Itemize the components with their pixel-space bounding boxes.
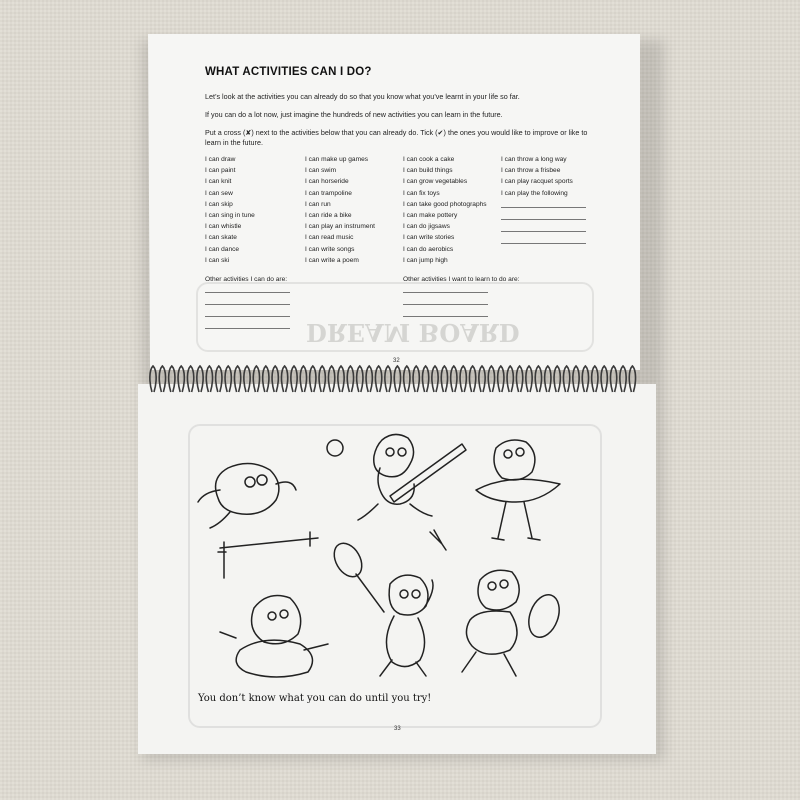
activity-item: I can do aerobics	[403, 245, 454, 253]
write-line	[501, 219, 586, 220]
ballerina-figure	[476, 440, 560, 540]
write-line	[403, 304, 488, 305]
binding-coil	[169, 366, 175, 392]
activity-item: I can throw a frisbee	[501, 167, 561, 175]
binding-coil	[300, 366, 306, 392]
activity-item: I can dance	[205, 245, 240, 253]
binding-coil	[281, 366, 287, 392]
activity-item: I can build things	[403, 167, 453, 175]
binding-coil	[432, 366, 438, 392]
activity-item: I can fix toys	[403, 189, 440, 197]
write-line	[403, 316, 488, 317]
write-line	[205, 328, 290, 329]
binding-coil	[610, 366, 616, 392]
activity-item: I can take good photographs	[403, 200, 487, 208]
page-title: WHAT ACTIVITIES CAN I DO?	[205, 66, 372, 78]
activity-item: I can jump high	[403, 256, 448, 264]
binding-coil	[178, 366, 184, 392]
binding-coil	[244, 366, 250, 392]
binding-coil	[253, 366, 259, 392]
binding-coil	[422, 366, 428, 392]
activity-item: I can write songs	[305, 245, 355, 253]
binding-coil	[469, 366, 475, 392]
binding-coil	[310, 366, 316, 392]
binding-coil	[460, 366, 466, 392]
activity-item: I can grow vegetables	[403, 178, 468, 186]
binding-coil	[394, 366, 400, 392]
activity-item: I can do jigsaws	[403, 223, 450, 231]
binding-coil	[413, 366, 419, 392]
activity-column-1	[205, 154, 255, 266]
binding-coil	[488, 366, 494, 392]
binding-coil	[601, 366, 607, 392]
activity-item: I can knit	[205, 178, 232, 186]
activity-item: I can make pottery	[403, 211, 458, 219]
show-through-title: DREAM BOARD	[306, 318, 520, 347]
activity-item: I can write a poem	[305, 256, 359, 264]
binding-coil	[498, 366, 504, 392]
activity-item: I can ski	[205, 256, 230, 264]
binding-coil	[319, 366, 325, 392]
activity-item: I can draw	[205, 156, 236, 163]
binding-coil	[263, 366, 269, 392]
binding-coil	[592, 366, 598, 392]
binding-coil	[206, 366, 212, 392]
binding-coil	[385, 366, 391, 392]
activity-item: I can run	[305, 200, 331, 208]
activity-item: I can cook a cake	[403, 156, 455, 163]
binding-coil	[197, 366, 203, 392]
other-activities-want-label: Other activities I want to learn to do are:	[403, 276, 520, 283]
caption: You don’t know what you can do until you try!	[198, 693, 432, 704]
page-number: 32	[393, 358, 400, 364]
activity-item: I can skip	[205, 200, 233, 208]
activity-item: I can sing in tune	[205, 211, 255, 219]
binding-coil	[338, 366, 344, 392]
write-line	[205, 304, 290, 305]
binding-coil	[545, 366, 551, 392]
binding-coil	[479, 366, 485, 392]
activity-item: I can skate	[205, 234, 237, 242]
binding-coil	[507, 366, 513, 392]
binding-coil	[272, 366, 278, 392]
binding-coil	[216, 366, 222, 392]
activity-column-3	[403, 154, 487, 266]
activity-item: I can paint	[205, 167, 236, 175]
binding-coil	[187, 366, 193, 392]
intro-paragraph-1: Let’s look at the activities you can already do so that you know what you’ve learnt in your life so far.	[205, 92, 520, 101]
other-activities-can-label: Other activities I can do are:	[205, 276, 288, 283]
binding-coil	[563, 366, 569, 392]
activity-item: I can play the following	[501, 189, 568, 197]
binding-coil	[159, 366, 165, 392]
badminton-figure	[329, 538, 433, 676]
activity-item: I can swim	[305, 167, 337, 175]
binding-coil	[451, 366, 457, 392]
activity-item: I can horseride	[305, 178, 349, 186]
write-line	[205, 316, 290, 317]
binding-coil	[554, 366, 560, 392]
activity-item: I can play an instrument	[305, 223, 376, 231]
write-line	[501, 243, 586, 244]
write-line	[501, 231, 586, 232]
activity-column-4	[501, 154, 573, 199]
activity-item: I can trampoline	[305, 189, 352, 197]
activity-item: I can throw a long way	[501, 156, 567, 163]
binding-coil	[150, 366, 156, 392]
activity-column-2	[305, 154, 375, 266]
baseball-figure	[327, 434, 466, 520]
binding-coil	[582, 366, 588, 392]
activity-item: I can ride a bike	[305, 211, 352, 219]
activity-item: I can sew	[205, 189, 233, 197]
page-number: 33	[394, 726, 401, 732]
intro-paragraph-2: If you can do a lot now, just imagine the hundreds of new activities you can learn in the future.	[205, 110, 503, 119]
football-figure	[462, 570, 565, 676]
binding-coil	[629, 366, 635, 392]
binding-coil	[526, 366, 532, 392]
activity-item: I can play racquet sports	[501, 178, 573, 186]
cartoon-illustration	[180, 420, 620, 690]
write-line	[501, 207, 586, 208]
sitting-figure	[220, 596, 328, 677]
binding-coil	[366, 366, 372, 392]
intro-paragraph-3: Put a cross (✘) next to the activities below that you can already do. Tick (✔) the ones you would like to improve or like to learn in the future.	[205, 128, 588, 147]
high-jump-figure	[198, 463, 318, 578]
binding-coil	[234, 366, 240, 392]
binding-coil	[328, 366, 334, 392]
write-line	[403, 292, 488, 293]
activity-item: I can whistle	[205, 223, 242, 231]
binding-coil	[225, 366, 231, 392]
binding-coil	[291, 366, 297, 392]
binding-coil	[516, 366, 522, 392]
binding-coil	[620, 366, 626, 392]
spiral-binding	[146, 362, 642, 402]
binding-coil	[375, 366, 381, 392]
binding-coil	[441, 366, 447, 392]
binding-coil	[357, 366, 363, 392]
binding-coil	[347, 366, 353, 392]
write-line	[205, 292, 290, 293]
shuttlecock	[430, 530, 446, 550]
binding-coil	[573, 366, 579, 392]
binding-coil	[404, 366, 410, 392]
activity-item: I can make up games	[305, 156, 369, 163]
activity-item: I can write stories	[403, 234, 455, 242]
binding-coil	[535, 366, 541, 392]
activity-item: I can read music	[305, 234, 354, 242]
